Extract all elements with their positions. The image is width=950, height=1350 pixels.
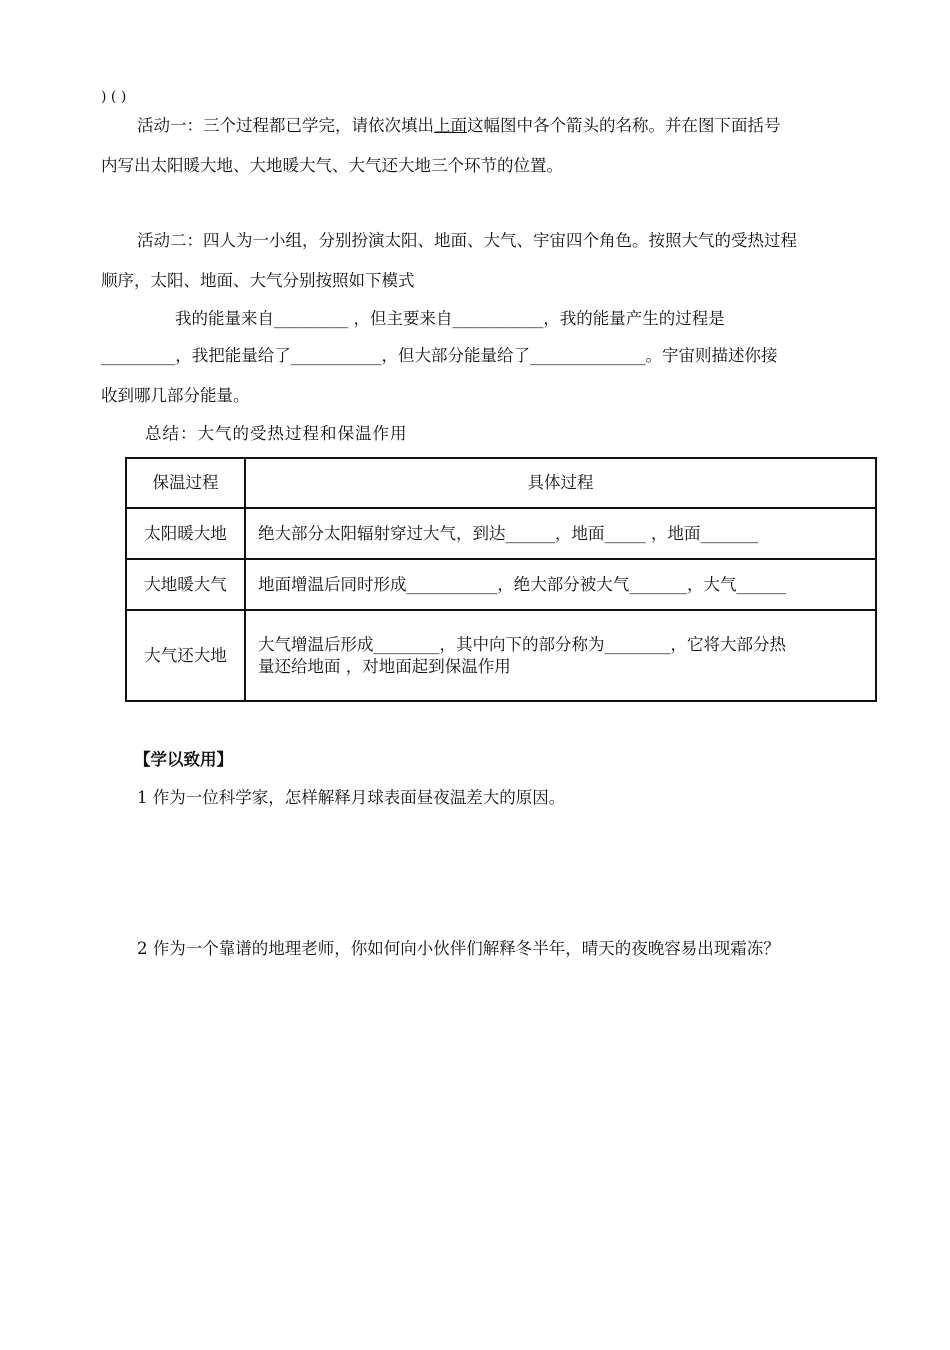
activity2-line1: 活动二：四人为一小组，分别扮演太阳、地面、大气、宇宙四个角色。按照大气的受热过程 [137,231,797,250]
table-header-process: 具体过程 [245,458,876,508]
activity2-line5: 收到哪几部分能量。 [101,386,250,405]
table-cell-process: 绝大部分太阳辐射穿过大气，到达______，地面_____ ，地面_______ [245,508,876,559]
table-cell-stage: 大气还大地 [126,610,245,701]
question-2: 2 作为一个靠谱的地理老师，你如何向小伙伴们解释冬半年，晴天的夜晚容易出现霜冻？ [137,939,780,958]
table-cell-process-line2: 量还给地面 ，对地面起到保温作用 [258,656,511,676]
question-1: 1 作为一位科学家，怎样解释月球表面昼夜温差大的原因。 [137,788,566,807]
activity2-line3: 我的能量来自_________ ，但主要来自___________，我的能量产生的过程是 [175,309,725,328]
table-cell-process-line1: 大气增温后形成________，其中向下的部分称为________，它将大部分热 [258,634,786,654]
activity1-line1 [137,115,781,137]
activity1-underlined: 上面 [434,116,467,135]
summary-title: 总结：大气的受热过程和保温作用 [145,424,408,443]
activity1-line2: 内写出太阳暖大地、大地暖大气、大气还大地三个环节的位置。 [101,156,563,175]
table-row [126,559,876,610]
activity1-text-a: 活动一：三个过程都已学完，请依次填出 [137,116,434,135]
activity1-text-b: 这幅图中各个箭头的名称。并在图下面括号 [467,116,781,135]
table-header-stage: 保温过程 [126,458,245,508]
table-cell-process [245,610,876,701]
apply-heading: 【学以致用】 [134,750,233,769]
table-cell-process: 地面增温后同时形成___________，绝大部分被大气_______，大气______ [245,559,876,610]
table-row [126,610,876,701]
answer-parentheses: ) ( ) [101,89,127,105]
activity2-line4: _________，我把能量给了___________，但大部分能量给了______________。宇宙则描述你接 [101,346,778,365]
summary-table [125,457,877,702]
table-header-row [126,458,876,508]
table-cell-stage: 大地暖大气 [126,559,245,610]
table-row [126,508,876,559]
table-cell-stage: 太阳暖大地 [126,508,245,559]
activity2-line2: 顺序，太阳、地面、大气分别按照如下模式 [101,271,415,290]
